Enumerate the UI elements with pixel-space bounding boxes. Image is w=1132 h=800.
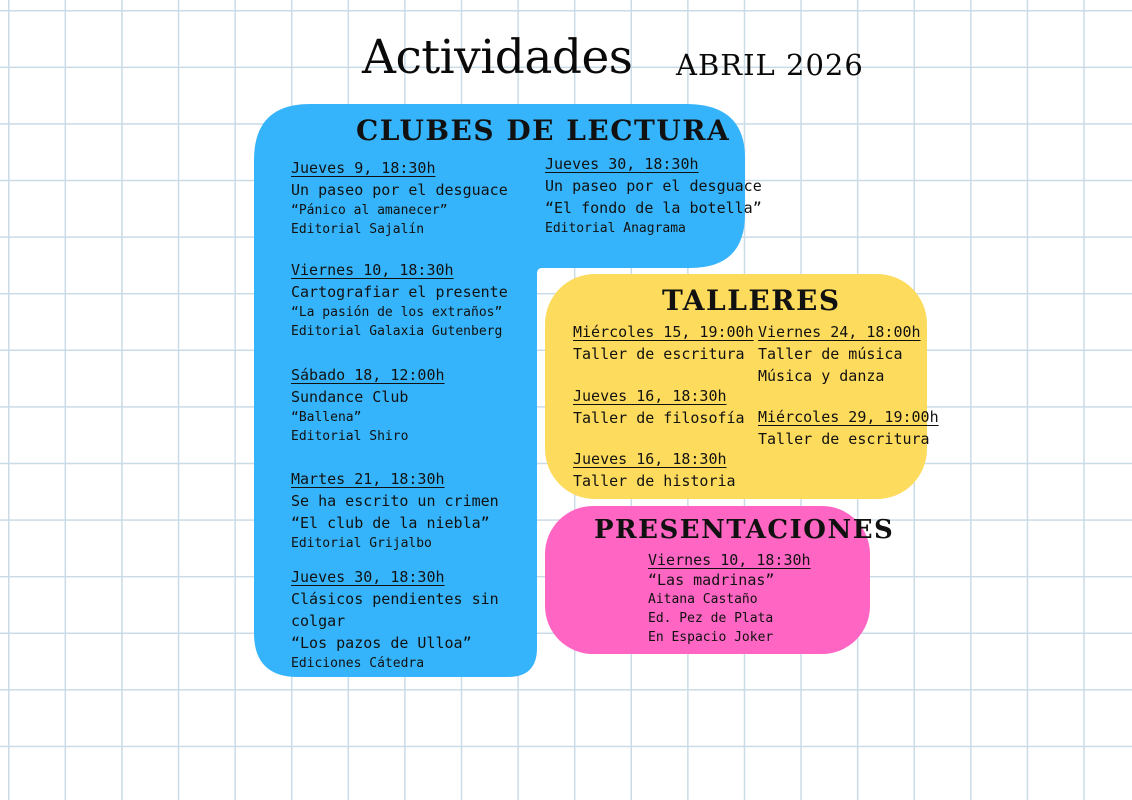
club-event [291,468,499,553]
taller-event [573,448,736,492]
club-event [291,157,508,239]
event-date: Viernes 24, 18:00h [758,323,921,341]
event-title: Un paseo por el desguace [291,181,508,199]
event-date: Viernes 10, 18:30h [291,261,454,279]
club-event [291,364,445,446]
event-book: “Pánico al amanecer” [291,203,448,218]
event-title: Cartografiar el presente [291,283,508,301]
event-title: Taller de escritura [758,430,930,448]
event-title: Sundance Club [291,388,409,406]
event-publisher: Editorial Galaxia Gutenberg [291,324,503,339]
taller-event [758,321,921,387]
event-date: Jueves 16, 18:30h [573,387,727,405]
page-title: Actividades [362,30,633,85]
event-date: Martes 21, 18:30h [291,470,445,488]
month-label: ABRIL 2026 [676,48,864,82]
event-book: “El club de la niebla” [291,514,490,532]
event-date: Jueves 30, 18:30h [545,155,699,173]
presentaciones-heading: PRESENTACIONES [594,515,895,545]
event-date: Viernes 10, 18:30h [648,551,811,569]
event-date: Jueves 16, 18:30h [573,450,727,468]
event-date: Sábado 18, 12:00h [291,366,445,384]
event-date: Jueves 9, 18:30h [291,159,436,177]
event-book: “El fondo de la botella” [545,199,762,217]
event-title: Taller de historia [573,472,736,490]
event-author: Aitana Castaño [648,592,758,607]
event-title: Taller de música [758,345,903,363]
event-publisher: Ed. Pez de Plata [648,611,774,626]
taller-event [573,321,754,365]
taller-event [573,385,745,429]
club-event [291,566,499,673]
clubes-heading: CLUBES DE LECTURA [356,114,731,147]
event-title: Un paseo por el desguace [545,177,762,195]
taller-event [758,406,939,450]
event-title-line1: Clásicos pendientes sin [291,590,499,608]
event-book: “Ballena” [291,410,362,425]
event-date: Miércoles 29, 19:00h [758,408,939,426]
event-book: “Los pazos de Ulloa” [291,634,472,652]
event-book: “Las madrinas” [648,571,775,589]
club-event [545,153,762,238]
event-date: Miércoles 15, 19:00h [573,323,754,341]
event-publisher: Editorial Sajalín [291,222,425,237]
talleres-heading: TALLERES [662,284,841,317]
event-title-line2: colgar [291,612,346,630]
event-title: Taller de filosofía [573,409,745,427]
event-title: Taller de escritura [573,345,745,363]
event-book: “La pasión de los extraños” [291,305,503,320]
event-publisher: Editorial Anagrama [545,221,686,236]
event-title: Se ha escrito un crimen [291,492,499,510]
event-subtitle: Música y danza [758,367,885,385]
club-event [291,259,508,341]
event-venue: En Espacio Joker [648,630,774,645]
event-publisher: Editorial Grijalbo [291,536,432,551]
event-publisher: Ediciones Cátedra [291,656,425,671]
presentacion-event [648,549,811,647]
event-date: Jueves 30, 18:30h [291,568,445,586]
event-publisher: Editorial Shiro [291,429,409,444]
